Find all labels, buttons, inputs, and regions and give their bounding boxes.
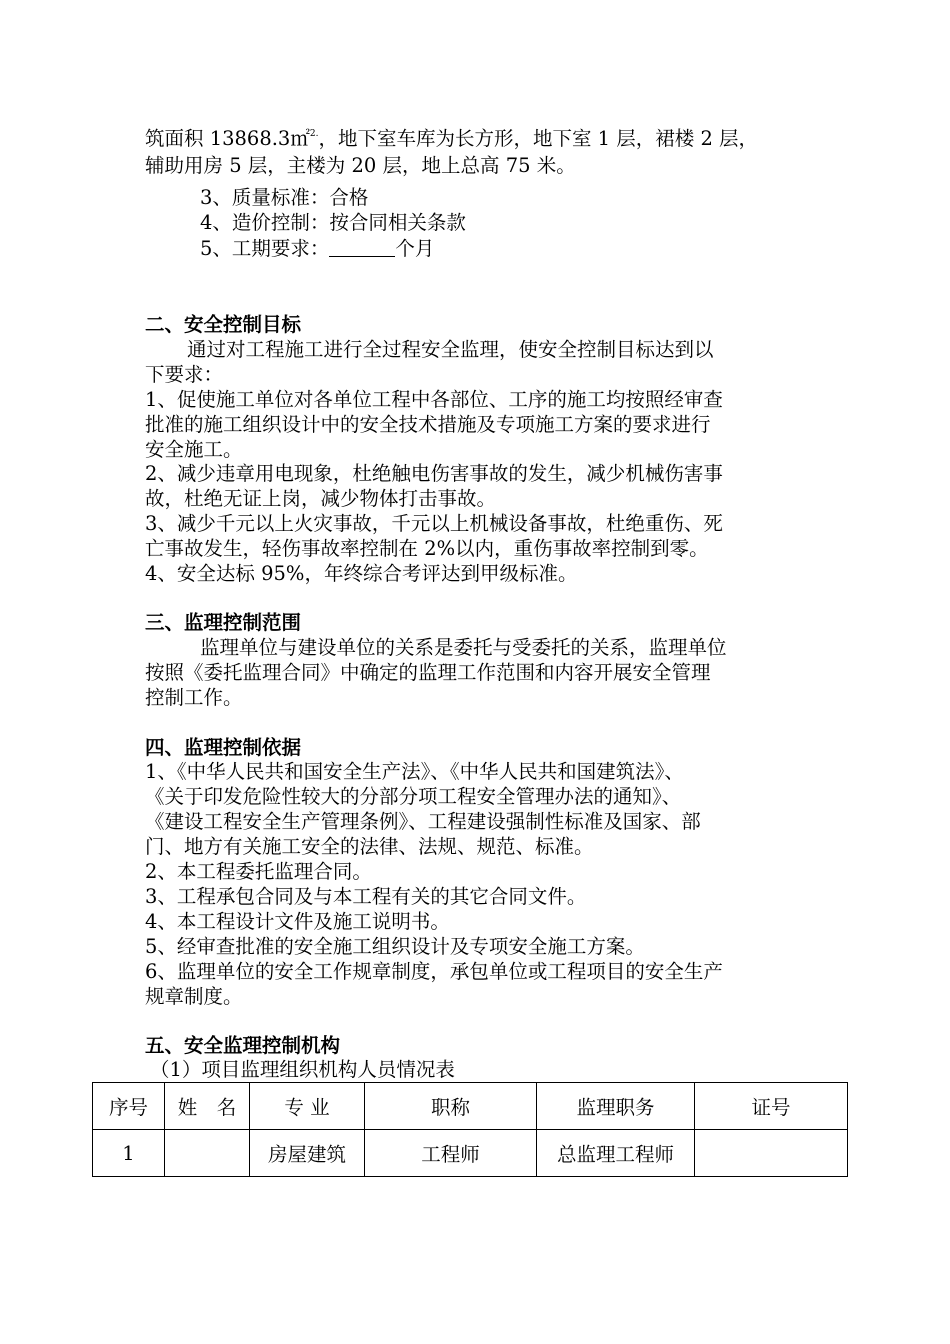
staff-table [92, 1082, 848, 1177]
table-header-row [93, 1083, 848, 1130]
section-2-line: 故，杜绝无证上岗，减少物体打击事故。 [145, 487, 497, 510]
section-3-line: 按照《委托监理合同》中确定的监理工作范围和内容开展安全管理 [145, 661, 711, 684]
section-2-line: 2、减少违章用电现象，杜绝触电伤害事故的发生，减少机械伤害事 [145, 462, 723, 485]
table-header-cell: 序号 [93, 1083, 165, 1130]
table-cell: 1 [93, 1130, 165, 1177]
section-2-heading: 二、安全控制目标 [145, 313, 302, 336]
section-3-heading: 三、监理控制范围 [145, 611, 302, 634]
section-4-line: 2、本工程委托监理合同。 [145, 860, 372, 883]
section-2-line: 亡事故发生，轻伤事故率控制在 2%以内，重伤事故率控制到零。 [145, 537, 709, 560]
section-5-heading: 五、安全监理控制机构 [145, 1034, 341, 1057]
section-4-line: 6、监理单位的安全工作规章制度，承包单位或工程项目的安全生产 [145, 960, 723, 983]
table-header-cell: 专 业 [250, 1083, 365, 1130]
section-2-line: 4、安全达标 95%，年终综合考评达到甲级标准。 [145, 562, 578, 585]
section-4-line: 1、《中华人民共和国安全生产法》、《中华人民共和国建筑法》、 [145, 760, 684, 783]
section-3-line: 监理单位与建设单位的关系是委托与受委托的关系，监理单位 [200, 636, 727, 659]
cost-control: 4、造价控制：按合同相关条款 [200, 211, 466, 234]
section-2-line: 批准的施工组织设计中的安全技术措施及专项施工方案的要求进行 [145, 413, 711, 436]
section-2-line: 通过对工程施工进行全过程安全监理，使安全控制目标达到以 [187, 338, 714, 361]
section-4-line: 《建设工程安全生产管理条例》、工程建设强制性标准及国家、部 [145, 810, 701, 833]
schedule-requirement: 5、工期要求： 个月 [200, 237, 435, 260]
section-2-line: 下要求： [145, 363, 224, 386]
intro-line-2: 辅助用房 5 层，主楼为 20 层，地上总高 75 米。 [145, 154, 576, 177]
section-4-line: 3、工程承包合同及与本工程有关的其它合同文件。 [145, 885, 587, 908]
table-cell [165, 1130, 250, 1177]
table-row [93, 1130, 848, 1177]
table-header-cell: 职称 [365, 1083, 537, 1130]
section-4-heading: 四、监理控制依据 [145, 736, 302, 759]
section-2-line: 3、减少千元以上火灾事故，千元以上机械设备事故，杜绝重伤、死 [145, 512, 723, 535]
table-cell [695, 1130, 848, 1177]
section-4-line: 《关于印发危险性较大的分部分项工程安全管理办法的通知》、 [145, 785, 682, 808]
table-cell: 房屋建筑 [250, 1130, 365, 1177]
schedule-blank-line [329, 238, 395, 257]
section-2-line: 安全施工。 [145, 438, 243, 461]
section-2-line: 1、促使施工单位对各单位工程中各部位、工序的施工均按照经审查 [145, 388, 723, 411]
section-3-line: 控制工作。 [145, 686, 243, 709]
table-cell: 工程师 [365, 1130, 537, 1177]
table-caption: （1）项目监理组织机构人员情况表 [150, 1058, 455, 1081]
section-4-line: 4、本工程设计文件及施工说明书。 [145, 910, 450, 933]
table-cell: 总监理工程师 [537, 1130, 695, 1177]
table-header-cell: 监理职务 [537, 1083, 695, 1130]
section-4-line: 规章制度。 [145, 985, 243, 1008]
section-4-line: 5、经审查批准的安全施工组织设计及专项安全施工方案。 [145, 935, 645, 958]
section-4-line: 门、地方有关施工安全的法律、法规、规范、标准。 [145, 835, 594, 858]
table-header-cell: 姓 名 [165, 1083, 250, 1130]
table-header-cell: 证号 [695, 1083, 848, 1130]
quality-standard: 3、质量标准：合格 [200, 186, 369, 209]
intro-line-1: 筑面积 13868.3㎡$^{2.}$，地下室车库为长方形，地下室 1 层，裙楼 2 层， [145, 127, 759, 150]
